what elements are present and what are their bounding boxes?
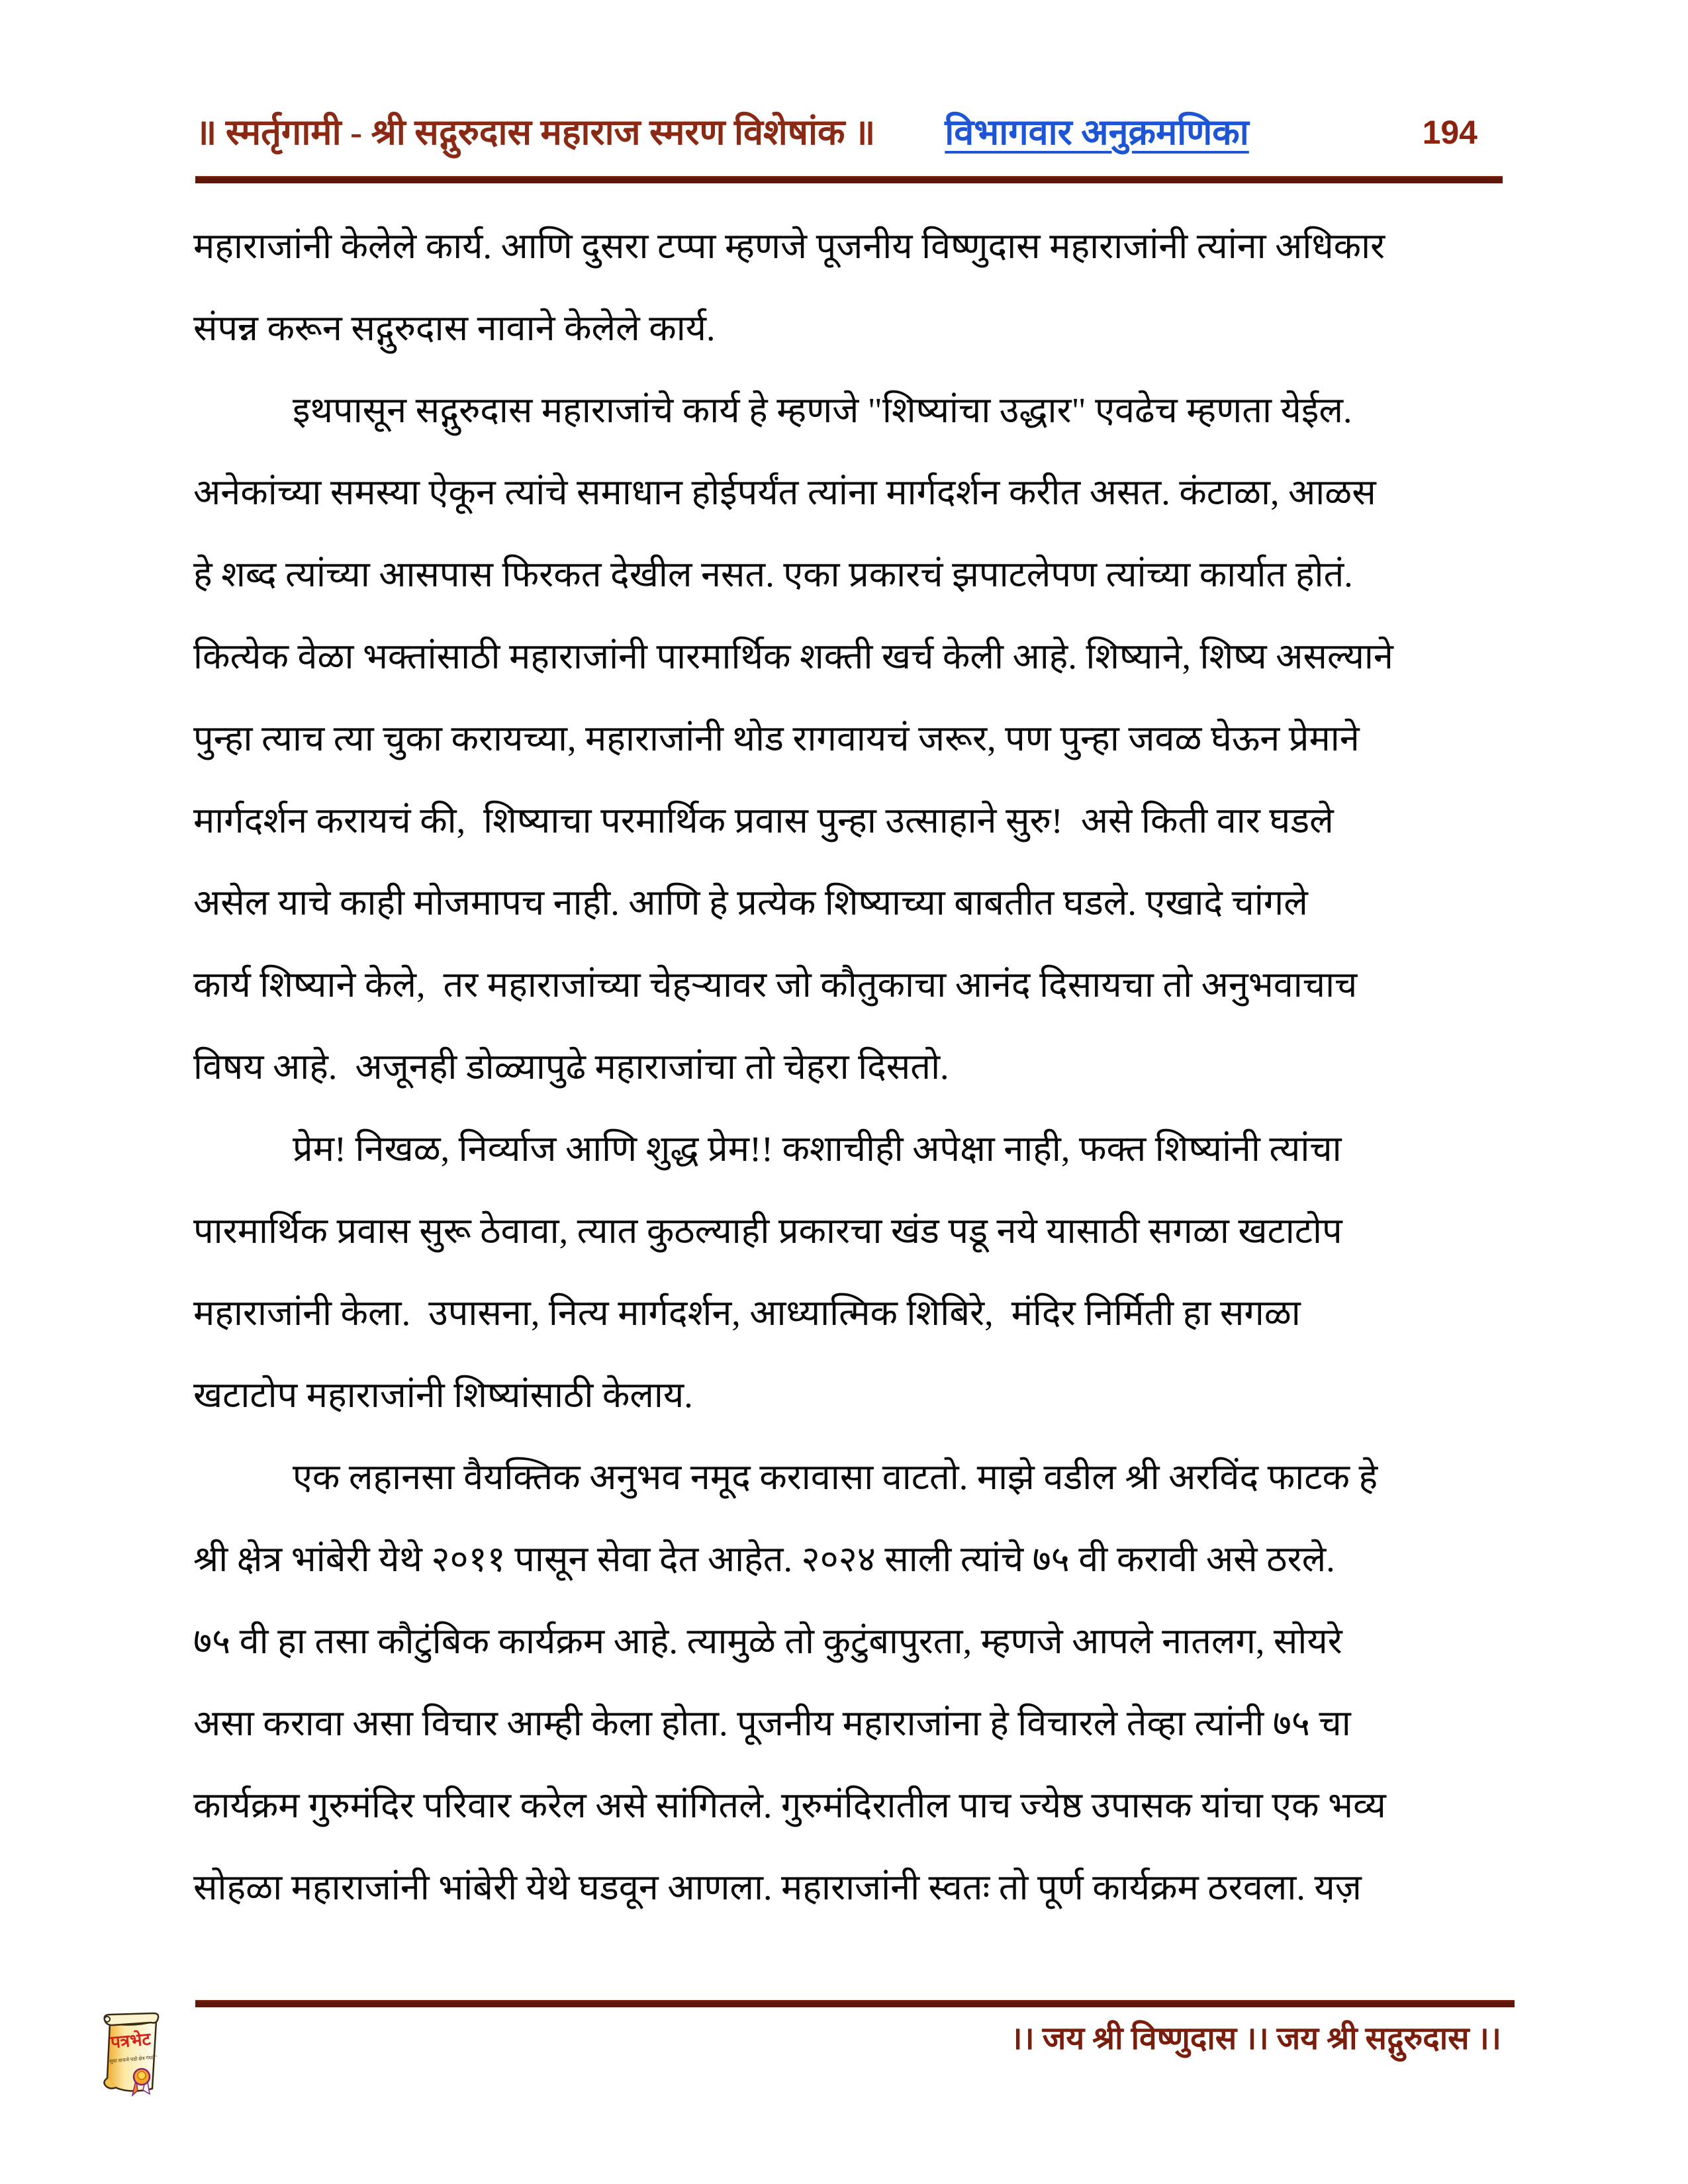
footer-divider bbox=[195, 2000, 1515, 2007]
article-body bbox=[193, 205, 1504, 1929]
body-line: पुन्हा त्याच त्या चुका करायच्या, महाराजांनी थोड रागवायचं जरूर, पण पुन्हा जवळ घेऊन प्रेमाने bbox=[193, 719, 1360, 758]
body-line: अनेकांच्या समस्या ऐकून त्यांचे समाधान होईपर्यंत त्यांना मार्गदर्शन करीत असत. कंटाळा, आळस bbox=[193, 473, 1376, 512]
body-line: हे शब्द त्यांच्या आसपास फिरकत देखील नसत. एका प्रकारचं झपाटलेपण त्यांच्या कार्यात होतं. bbox=[193, 555, 1353, 594]
body-line: महाराजांनी केला. उपासना, नित्य मार्गदर्शन, आध्यात्मिक शिबिरे, मंदिर निर्मिती हा सगळा bbox=[193, 1293, 1301, 1333]
magazine-title: ॥ स्मर्तृगामी - श्री सद्गुरुदास महाराज स्मरण विशेषांक ॥ bbox=[195, 113, 876, 152]
header-divider bbox=[195, 176, 1503, 183]
body-line: इथपासून सद्गुरुदास महाराजांचे कार्य हे म्हणजे "शिष्यांचा उद्धार" एवढेच म्हणता येईल. bbox=[293, 390, 1352, 430]
body-line: खटाटोप महाराजांनी शिष्यांसाठी केलाय. bbox=[193, 1375, 693, 1415]
body-line: प्रेम! निखळ, निर्व्याज आणि शुद्ध प्रेम!! कशाचीही अपेक्षा नाही, फक्त शिष्यांनी त्यांचा bbox=[293, 1129, 1342, 1169]
scroll-icon bbox=[95, 2012, 168, 2105]
body-line: ७५ वी हा तसा कौटुंबिक कार्यक्रम आहे. त्यामुळे तो कुटुंबापुरता, म्हणजे आपले नातलग, सोयरे bbox=[193, 1621, 1342, 1661]
body-line: एक लहानसा वैयक्तिक अनुभव नमूद करावासा वाटतो. माझे वडील श्री अरविंद फाटक हे bbox=[293, 1457, 1378, 1497]
body-line: संपन्न करून सद्गुरुदास नावाने केलेले कार्य. bbox=[193, 308, 716, 348]
body-line: श्री क्षेत्र भांबेरी येथे २०११ पासून सेवा देत आहेत. २०२४ साली त्यांचे ७५ वी करावी असे ठरले. bbox=[193, 1539, 1335, 1579]
body-line: मार्गदर्शन करायचं की, शिष्याचा परमार्थिक प्रवास पुन्हा उत्साहाने सुरु! असे किती वार घडले bbox=[193, 801, 1334, 841]
body-line: कार्य शिष्याने केले, तर महाराजांच्या चेहऱ्यावर जो कौतुकाचा आनंद दिसायचा तो अनुभवाचाच bbox=[193, 965, 1358, 1005]
page-number: 194 bbox=[1422, 114, 1477, 151]
body-line: महाराजांनी केलेले कार्य. आणि दुसरा टप्पा म्हणजे पूजनीय विष्णुदास महाराजांनी त्यांना अधिकार bbox=[193, 226, 1385, 266]
body-line: कार्यक्रम गुरुमंदिर परिवार करेल असे सांगितले. गुरुमंदिरातील पाच ज्येष्ठ उपासक यांचा एक भव्य bbox=[193, 1786, 1386, 1825]
logo-title: पत्रभेट bbox=[109, 2029, 152, 2052]
logo-tagline: "सुधा वाचजे घडो क्षेत्र गंधारे" bbox=[107, 2054, 158, 2065]
footer-blessing: ।। जय श्री विष्णुदास ।। जय श्री सद्गुरुदास ।। bbox=[1010, 2021, 1501, 2056]
body-line: सोहळा महाराजांनी भांबेरी येथे घडवून आणला. महाराजांनी स्वतः तो पूर्ण कार्यक्रम ठरवला. यज़ bbox=[193, 1868, 1362, 1907]
body-line: पारमार्थिक प्रवास सुरू ठेवावा, त्यात कुठल्याही प्रकारचा खंड पडू नये यासाठी सगळा खटाटोप bbox=[193, 1211, 1342, 1251]
toc-link[interactable]: विभागवार अनुक्रमणिका bbox=[945, 113, 1249, 152]
body-line: कित्येक वेळा भक्तांसाठी महाराजांनी पारमार्थिक शक्ती खर्च केली आहे. शिष्याने, शिष्य असल्याने bbox=[193, 637, 1393, 676]
body-line: विषय आहे. अजूनही डोळ्यापुढे महाराजांचा तो चेहरा दिसतो. bbox=[193, 1047, 949, 1087]
page-header bbox=[195, 99, 1503, 165]
patrabhet-logo bbox=[95, 2012, 168, 2105]
body-line: असेल याचे काही मोजमापच नाही. आणि हे प्रत्येक शिष्याच्या बाबतीत घडले. एखादे चांगले bbox=[193, 883, 1308, 923]
body-line: असा करावा असा विचार आम्ही केला होता. पूजनीय महाराजांना हे विचारले तेव्हा त्यांनी ७५ चा bbox=[193, 1704, 1351, 1743]
